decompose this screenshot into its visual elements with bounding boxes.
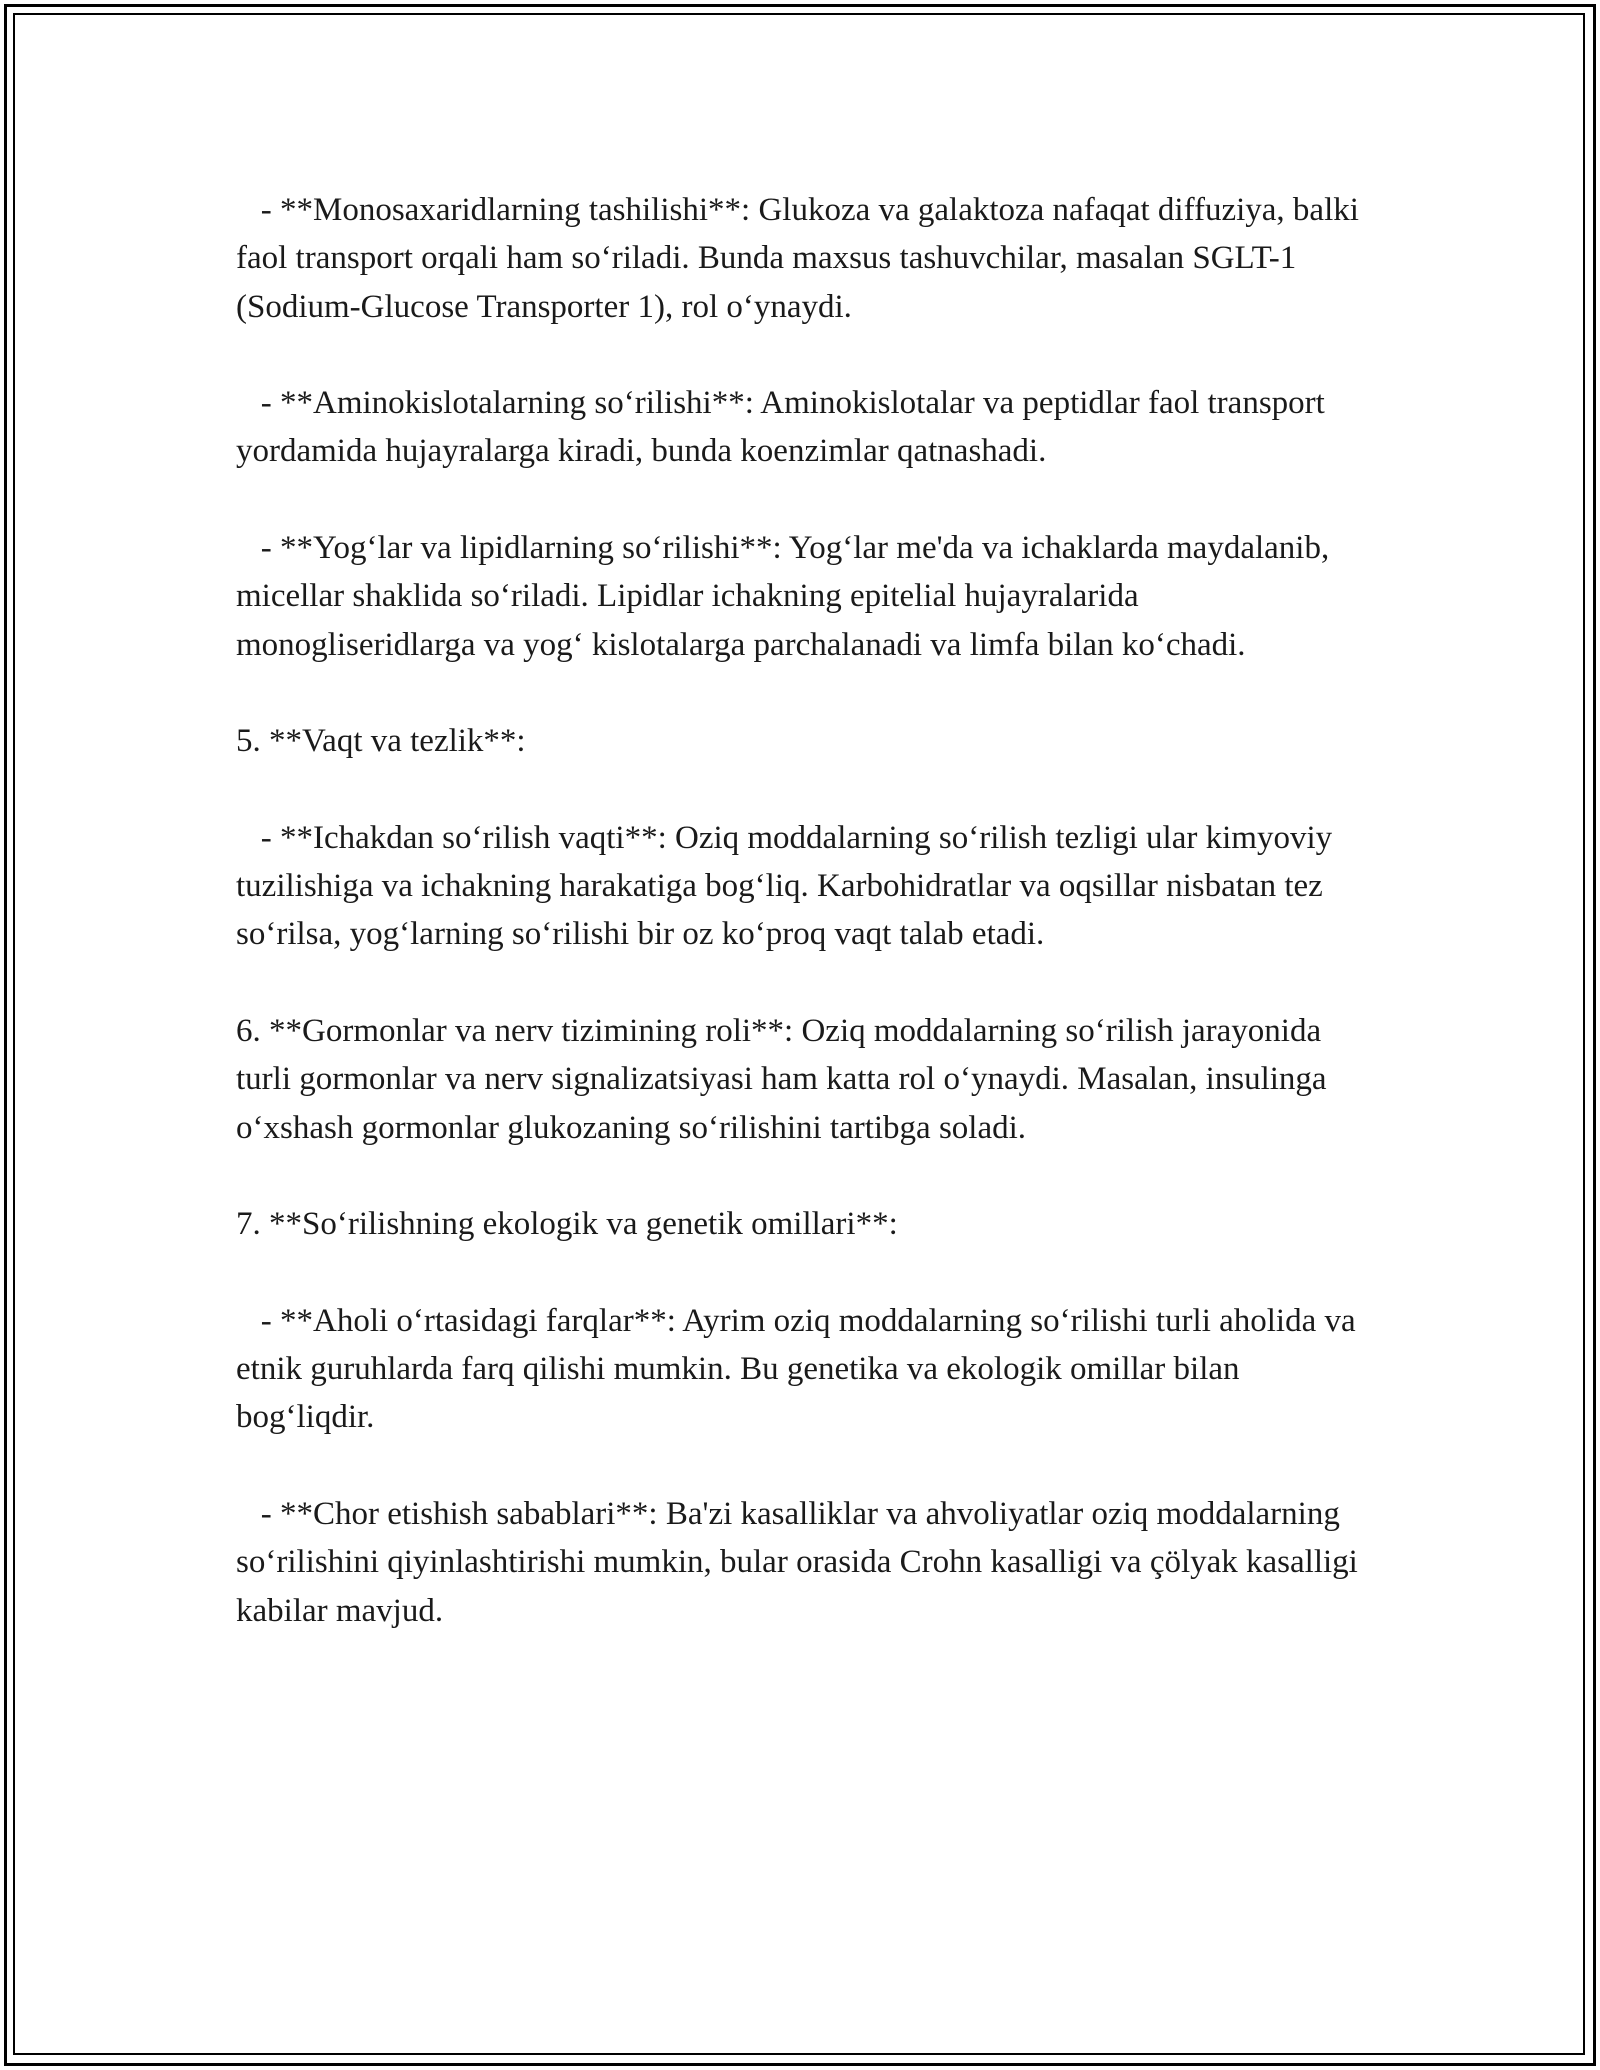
paragraph-intestinal-absorption-time: - **Ichakdan so‘rilish vaqti**: Oziq moddalarning so‘rilish tezligi ular kimyoviy tuzilishiga va ichakning harakatiga bog‘liq. Karbohidratlar va oqsillar nisbatan tez so‘rilsa, yog‘larning so‘rilishi bir oz ko‘proq vaqt talab etadi. (236, 819, 1341, 953)
paragraph-hormones-nervous-system: 6. **Gormonlar va nerv tizimining roli**: Oziq moddalarning so‘rilish jarayonida turli gormonlar va nerv signalizatsiyasi ham katta rol o‘ynaydi. Masalan, insulinga o‘xshash gormonlar glukozaning so‘rilishini tartibga soladi. (236, 1013, 1335, 1146)
paragraph-amino-acid-absorption: - **Aminokislotalarning so‘rilishi**: Aminokislotalar va peptidlar faol transport yordamida hujayralarga kiradi, bunda koenzimlar qatnashadi. (236, 385, 1334, 470)
document-body (236, 186, 1366, 1635)
paragraph-fat-lipid-absorption: - **Yog‘lar va lipidlarning so‘rilishi**: Yog‘lar me'da va ichaklarda maydalanib, micellar shaklida so‘riladi. Lipidlar ichakning epitelial hujayralarida monogliseridlarga va yog‘ kislotalarga parchalanadi va limfa bilan ko‘chadi. (236, 530, 1338, 663)
heading-time-and-speed: 5. **Vaqt va tezlik**: (236, 723, 526, 760)
heading-ecological-genetic-factors: 7. **So‘rilishning ekologik va genetik omillari**: (236, 1206, 898, 1243)
paragraph-population-differences: - **Aholi o‘rtasidagi farqlar**: Ayrim oziq moddalarning so‘rilishi turli aholida va etnik guruhlarda farq qilishi mumkin. Bu genetika va ekologik omillar bilan bog‘liqdir. (236, 1302, 1364, 1436)
paragraph-monosaccharide-transport: - **Monosaxaridlarning tashilishi**: Glukoza va galaktoza nafaqat diffuziya, balki faol transport orqali ham so‘riladi. Bunda maxsus tashuvchilar, masalan SGLT-1 (Sodium-Glucose Transporter 1), rol o‘ynaydi. (236, 192, 1368, 325)
paragraph-disease-causes: - **Chor etishish sabablari**: Ba'zi kasalliklar va ahvoliyatlar oziq moddalarning so‘rilishini qiyinlashtirishi mumkin, bular orasida Crohn kasalligi va çölyak kasalligi kabilar mavjud. (236, 1496, 1367, 1629)
